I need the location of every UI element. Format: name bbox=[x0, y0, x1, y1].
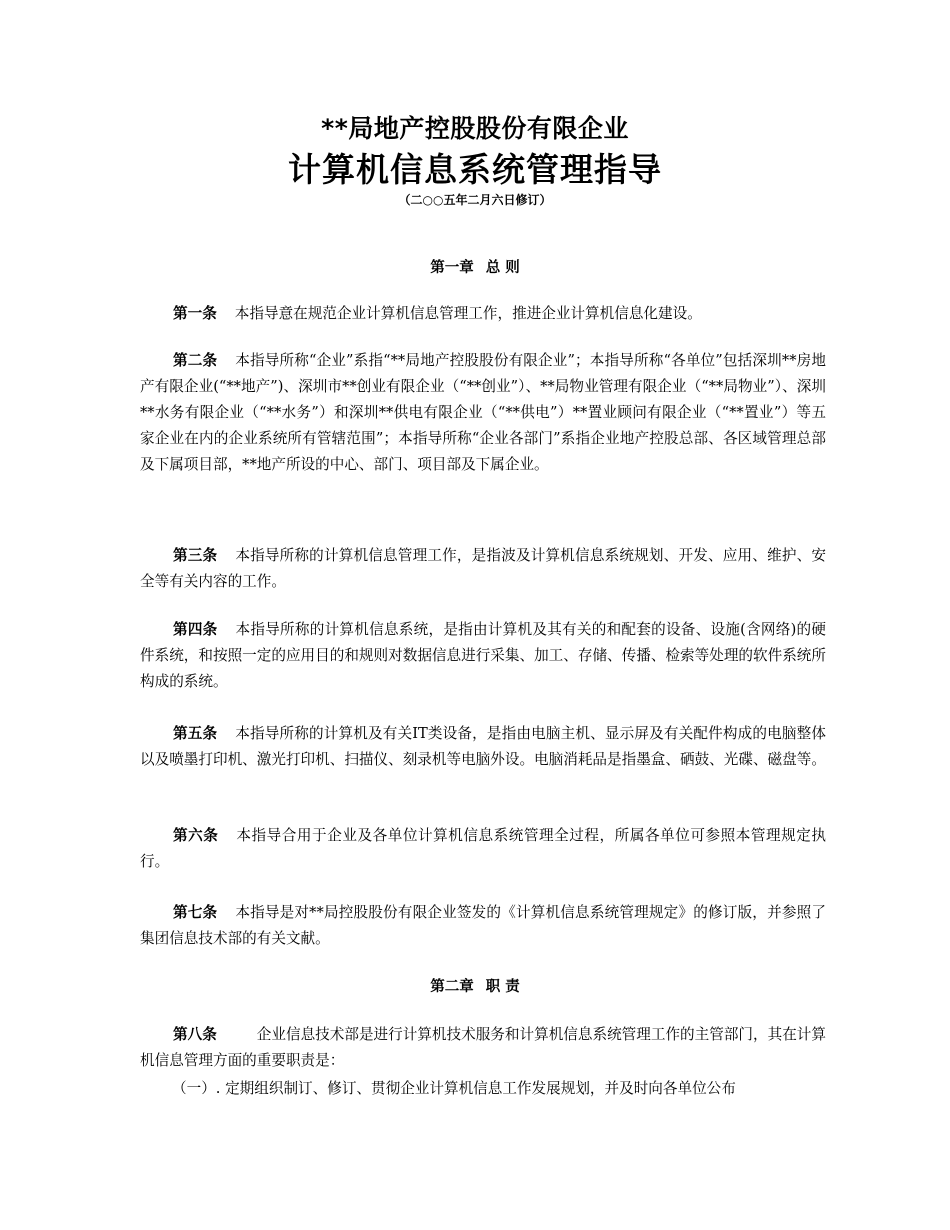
chapter-heading-1 bbox=[0, 258, 950, 278]
article-7 bbox=[140, 900, 826, 952]
article-text: 本指导合用于企业及各单位计算机信息系统管理全过程，所属各单位可参照本管理规定执行。 bbox=[140, 827, 826, 870]
chapter-heading-2 bbox=[0, 977, 950, 997]
article-label: 第七条 bbox=[173, 904, 218, 921]
article-3 bbox=[140, 543, 826, 595]
chapter-name: 总 则 bbox=[485, 260, 520, 276]
article-text: 本指导是对**局控股股份有限企业签发的《计算机信息系统管理规定》的修订版，并参照了集团信息技术部的有关文献。 bbox=[140, 904, 826, 947]
chapter-prefix: 第一章 bbox=[430, 260, 474, 276]
article-text: 本指导所称的计算机信息管理工作，是指波及计算机信息系统规划、开发、应用、维护、安全等有关内容的工作。 bbox=[140, 547, 826, 590]
sub-item-marker: （一）. bbox=[172, 1080, 221, 1097]
article-text: 本指导所称的计算机及有关IT类设备，是指由电脑主机、显示屏及有关配件构成的电脑整体以及喷墨打印机、激光打印机、扫描仪、刻录机等电脑外设。电脑消耗品是指墨盒、硒鼓、光碟、磁盘等。 bbox=[140, 725, 826, 768]
article-label: 第一条 bbox=[173, 305, 217, 322]
document-title: 计算机信息系统管理指导 bbox=[288, 150, 662, 189]
article-label: 第五条 bbox=[173, 725, 218, 742]
article-text: 本指导意在规范企业计算机信息管理工作，推进企业计算机信息化建设。 bbox=[234, 305, 702, 322]
company-title: **局地产控股股份有限企业 bbox=[321, 114, 629, 143]
article-text: 本指导所称“企业”系指“**局地产控股股份有限企业”；本指导所称“各单位”包括深圳**房地产有限企业(“**地产”)、深圳市**创业有限企业（“**创业”）、**局物业管理有限企业（“**局物业”）、深圳**水务有限企业（“**水务”）和深圳**供电有限企业（“**供电”）**置业顾问有限企业（“**置业”）等五家企业在内的企业系统所有管辖范围”；本指导所称“企业各部门”系指企业地产控股总部、各区域管理总部及下属项目部，**地产所设的中心、部门、项目部及下属企业。 bbox=[140, 352, 826, 473]
article-4 bbox=[140, 617, 826, 695]
article-label: 第四条 bbox=[173, 621, 218, 638]
sub-item-1 bbox=[172, 1076, 826, 1102]
article-2 bbox=[140, 348, 826, 478]
article-text: 本指导所称的计算机信息系统，是指由计算机及其有关的和配套的设备、设施(含网络)的硬件系统，和按照一定的应用目的和规则对数据信息进行采集、加工、存储、传播、检索等处理的软件系统所构成的系统。 bbox=[140, 621, 826, 690]
chapter-prefix: 第二章 bbox=[430, 979, 474, 995]
revision-note: （二○○五年二月六日修订） bbox=[398, 193, 552, 207]
document-header bbox=[0, 112, 950, 208]
article-5 bbox=[140, 721, 826, 773]
article-label: 第二条 bbox=[173, 352, 218, 369]
article-8 bbox=[140, 1022, 826, 1074]
article-text: 企业信息技术部是进行计算机技术服务和计算机信息系统管理工作的主管部门，其在计算机信息管理方面的重要职责是： bbox=[140, 1026, 826, 1069]
article-6 bbox=[140, 823, 826, 875]
sub-item-text: 定期组织制订、修订、贯彻企业计算机信息工作发展规划，并及时向各单位公布 bbox=[225, 1080, 736, 1097]
article-label: 第六条 bbox=[173, 827, 219, 844]
article-label: 第八条 bbox=[173, 1026, 217, 1043]
chapter-name: 职 责 bbox=[485, 979, 520, 995]
article-1 bbox=[140, 301, 826, 327]
article-label: 第三条 bbox=[173, 547, 218, 564]
